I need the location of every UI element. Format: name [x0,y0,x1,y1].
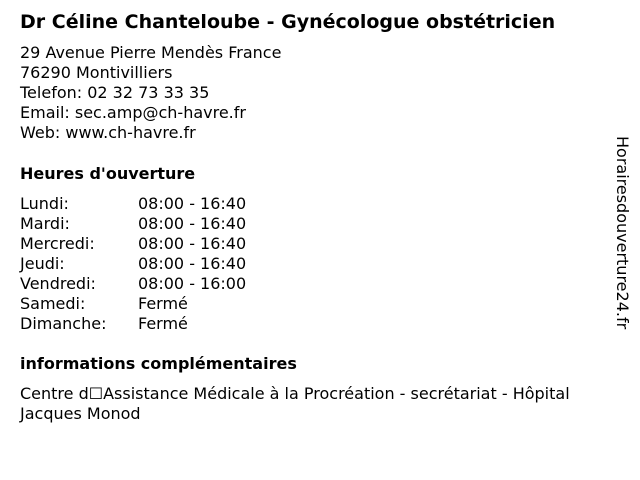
info-text: Centre d☐Assistance Médicale à la Procréation - secrétariat - Hôpital Jacques Monod [20,384,570,423]
hours-row [20,214,246,234]
web-line: Web: www.ch-havre.fr [20,123,196,142]
address-street: 29 Avenue Pierre Mendès France [20,43,282,62]
day-label: Mardi: [20,214,70,233]
hours-row [20,294,246,314]
day-label: Jeudi: [20,254,65,273]
phone-line: Telefon: 02 32 73 33 35 [20,83,210,102]
hours-row [20,194,246,214]
time-value: 08:00 - 16:40 [138,234,247,253]
hours-row [20,254,246,274]
address-city: 76290 Montivilliers [20,63,173,82]
day-label: Samedi: [20,294,86,313]
time-value: 08:00 - 16:40 [138,194,247,213]
watermark-text: Horairesdouverture24.fr [613,136,632,330]
hours-row [20,274,246,294]
email-line: Email: sec.amp@ch-havre.fr [20,103,246,122]
hours-row [20,314,246,334]
time-value: 08:00 - 16:40 [138,254,247,273]
time-value: Fermé [138,294,188,313]
day-label: Dimanche: [20,314,107,333]
hours-table [20,194,246,334]
time-value: Fermé [138,314,188,333]
contact-block [20,43,281,143]
day-label: Vendredi: [20,274,96,293]
time-value: 08:00 - 16:00 [138,274,247,293]
info-heading: informations complémentaires [20,354,297,373]
page-title: Dr Céline Chanteloube - Gynécologue obstétricien [20,11,556,33]
day-label: Lundi: [20,194,69,213]
day-label: Mercredi: [20,234,95,253]
hours-heading: Heures d'ouverture [20,164,196,183]
time-value: 08:00 - 16:40 [138,214,247,233]
hours-row [20,234,246,254]
